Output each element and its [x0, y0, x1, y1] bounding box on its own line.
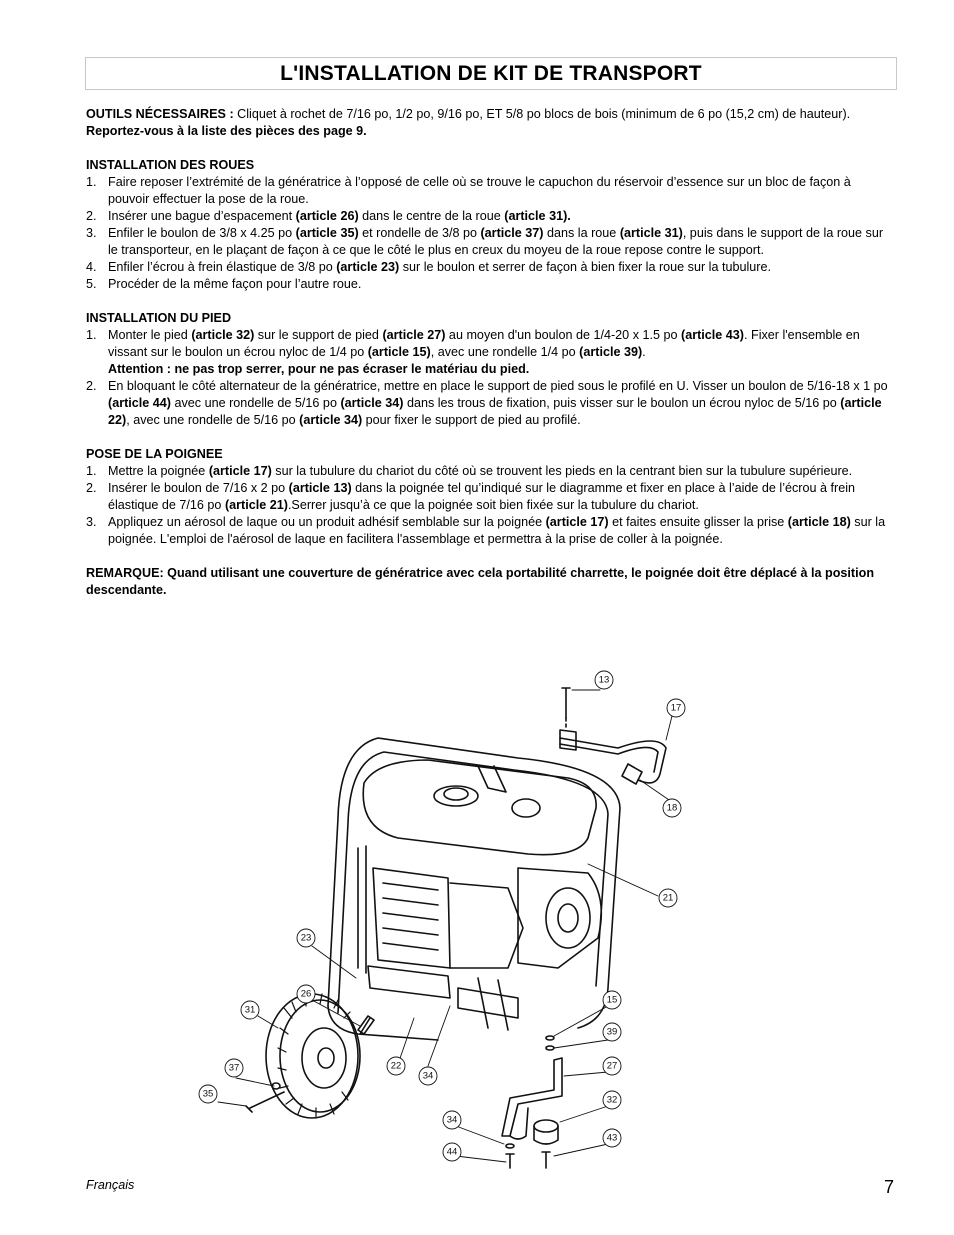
article-reference: Attention : ne pas trop serrer, pour ne pas écraser le matériau du pied. [108, 362, 530, 376]
article-reference: (article 34) [299, 413, 363, 427]
callout-number: 39 [606, 1026, 618, 1038]
step-text: sur le boulon et serrer de façon à bien fixer la roue sur la tubulure. [399, 260, 771, 274]
article-reference: (article 21) [224, 498, 288, 512]
callout-number: 34 [422, 1070, 434, 1082]
callout-number: 18 [666, 802, 678, 814]
tools-text: Cliquet à rochet de 7/16 po, 1/2 po, 9/16 po, ET 5/8 po blocs de bois (minimum de 6 po (15,2 cm) de hauteur). [233, 107, 851, 121]
title-box [85, 57, 897, 90]
instruction-step [86, 514, 894, 548]
article-reference: (article 23) [336, 260, 400, 274]
article-reference: (article 37) [480, 226, 544, 240]
step-text: , avec une rondelle 1/4 po [430, 345, 580, 359]
step-text: au moyen d'un boulon de 1/4-20 x 1.5 po [445, 328, 681, 342]
step-text: Monter le pied [108, 328, 192, 342]
instruction-list [86, 327, 894, 429]
step-text: pour fixer le support de pied au profilé. [362, 413, 581, 427]
step-text: En bloquant le côté alternateur de la génératrice, mettre en place le support de pied sous le profilé en U. Visser un boulon de 5/16-18 x 1 po [108, 379, 888, 393]
step-text: et faites ensuite glisser la prise [608, 515, 788, 529]
nut-15 [546, 1036, 554, 1040]
article-reference: (article 13) [288, 481, 352, 495]
callout-number: 31 [244, 1004, 256, 1016]
article-reference: (article 22) [108, 396, 882, 427]
callout-number: 13 [598, 674, 610, 686]
footer-language: Français [86, 1178, 135, 1192]
step-text: dans la poignée tel qu’indiqué sur le diagramme et fixer en place à l’aide de l’écrou à frein élastique de 7/16 po [108, 481, 855, 512]
callout-number: 26 [300, 988, 312, 1000]
article-reference: (article 17) [208, 464, 272, 478]
step-text: dans la roue [543, 226, 620, 240]
callout-number: 32 [606, 1094, 618, 1106]
step-text: Mettre la poignée [108, 464, 209, 478]
step-text: Insérer le boulon de 7/16 x 2 po [108, 481, 289, 495]
instruction-step [86, 225, 894, 259]
foot-bracket [502, 1058, 562, 1136]
callout-number: 44 [446, 1146, 458, 1158]
step-text: sur la poignée. L'emploi de l'aérosol de laque en facilitera l'assemblage et permettra à la prise de coller à la poignée. [108, 515, 886, 546]
instruction-sections [86, 157, 894, 565]
callout-number: 37 [228, 1062, 240, 1074]
step-text: sur le support de pied [254, 328, 383, 342]
step-text: , avec une rondelle de 5/16 po [126, 413, 300, 427]
step-text: . [642, 345, 646, 359]
step-text: .Serrer jusqu’à ce que la poignée soit bien fixée sur la tubulure du chariot. [287, 498, 699, 512]
article-reference: (article 26) [295, 209, 359, 223]
step-number: 3. [86, 515, 97, 529]
tools-label: OUTILS NÉCESSAIRES : [86, 107, 234, 121]
callout-number: 17 [670, 702, 682, 714]
instruction-step [86, 480, 894, 514]
instruction-step [86, 208, 894, 225]
fuel-cap [512, 799, 540, 817]
step-number: 3. [86, 226, 97, 240]
step-number: 2. [86, 481, 97, 495]
article-reference: (article 34) [340, 396, 404, 410]
article-reference: (article 44) [108, 396, 171, 410]
step-text: , puis dans le support de la roue sur le transporteur, en le plaçant de façon à ce que le côté le plus en creux du moyeu de la roue repose contre le support. [108, 226, 884, 257]
callout-number: 27 [606, 1060, 618, 1072]
callout-number: 34 [446, 1114, 458, 1126]
instruction-step [86, 276, 894, 293]
base-rail [368, 966, 450, 998]
parts-list-reference: Reportez-vous à la liste des pièces des page 9. [86, 124, 367, 138]
document-body [86, 106, 894, 599]
step-text: . Fixer l'ensemble en vissant sur le boulon un écrou nyloc de 1/4 po [108, 328, 860, 359]
step-text: Insérer une bague d’espacement [108, 209, 296, 223]
step-text: dans le centre de la roue [358, 209, 505, 223]
step-text: Faire reposer l’extrémité de la génératrice à l’opposé de celle où se trouve le capuchon du réservoir d’essence sur un bloc de façon à pouvoir effectuer la pose de la roue. [108, 175, 851, 206]
callout-number: 43 [606, 1132, 618, 1144]
fuel-tank [363, 760, 596, 855]
step-text: Procéder de la même façon pour l’autre roue. [108, 277, 362, 291]
page-title: L'INSTALLATION DE KIT DE TRANSPORT [280, 61, 702, 85]
callout-number: 35 [202, 1088, 214, 1100]
step-number: 2. [86, 379, 97, 393]
page-number: 7 [884, 1177, 895, 1197]
section-heading: POSE DE LA POIGNEE [86, 447, 223, 461]
step-text: sur la tubulure du chariot du côté où se trouvent les pieds en la centrant bien sur la tubulure supérieure. [271, 464, 853, 478]
instruction-step [86, 259, 894, 276]
bolt-43 [542, 1152, 550, 1168]
article-reference: (article 17) [545, 515, 609, 529]
step-number: 1. [86, 328, 97, 342]
step-text: Enfiler le boulon de 3/8 x 4.25 po [108, 226, 296, 240]
instruction-step [86, 463, 894, 480]
instruction-list [86, 174, 894, 293]
callout-number: 23 [300, 932, 312, 944]
article-reference: (article 31) [619, 226, 683, 240]
step-text: Enfiler l’écrou à frein élastique de 3/8 po [108, 260, 337, 274]
transport-kit-diagram [188, 668, 708, 1176]
instruction-list [86, 463, 894, 548]
step-number: 1. [86, 175, 97, 189]
frame-tubing [328, 738, 620, 1028]
step-number: 1. [86, 464, 97, 478]
wheel [266, 994, 360, 1118]
article-reference: (article 27) [382, 328, 446, 342]
callout-number: 21 [662, 892, 674, 904]
step-text: avec une rondelle de 5/16 po [171, 396, 341, 410]
washer-34-lower [506, 1144, 514, 1148]
section-heading: INSTALLATION DES ROUES [86, 158, 255, 172]
instruction-step [86, 327, 894, 378]
step-number: 5. [86, 277, 97, 291]
bolt-44 [506, 1154, 514, 1168]
rubber-foot [534, 1120, 558, 1132]
step-number: 2. [86, 209, 97, 223]
article-reference: (article 32) [191, 328, 255, 342]
instruction-step [86, 174, 894, 208]
step-text: et rondelle de 3/8 po [358, 226, 481, 240]
article-reference: (article 15) [367, 345, 431, 359]
bolt-13 [562, 688, 570, 718]
step-number: 4. [86, 260, 97, 274]
article-reference: (article 31). [504, 209, 571, 223]
article-reference: (article 39) [579, 345, 643, 359]
callout-number: 22 [390, 1060, 402, 1072]
washer-39 [546, 1046, 554, 1050]
article-reference: (article 35) [295, 226, 359, 240]
article-reference: (article 43) [681, 328, 744, 342]
section-heading: INSTALLATION DU PIED [86, 311, 232, 325]
instruction-step [86, 378, 894, 429]
alternator [518, 868, 601, 968]
article-reference: (article 18) [787, 515, 851, 529]
remark-note: REMARQUE: Quand utilisant une couverture de génératrice avec cela portabilité charrette, le poignée doit être déplacé à la position descendante. [86, 566, 875, 597]
step-text: Appliquez un aérosol de laque ou un produit adhésif semblable sur la poignée [108, 515, 546, 529]
callout-number: 15 [606, 994, 618, 1006]
step-text: dans les trous de fixation, puis visser sur le boulon un écrou nyloc de 5/16 po [403, 396, 841, 410]
tools-paragraph [86, 106, 894, 123]
